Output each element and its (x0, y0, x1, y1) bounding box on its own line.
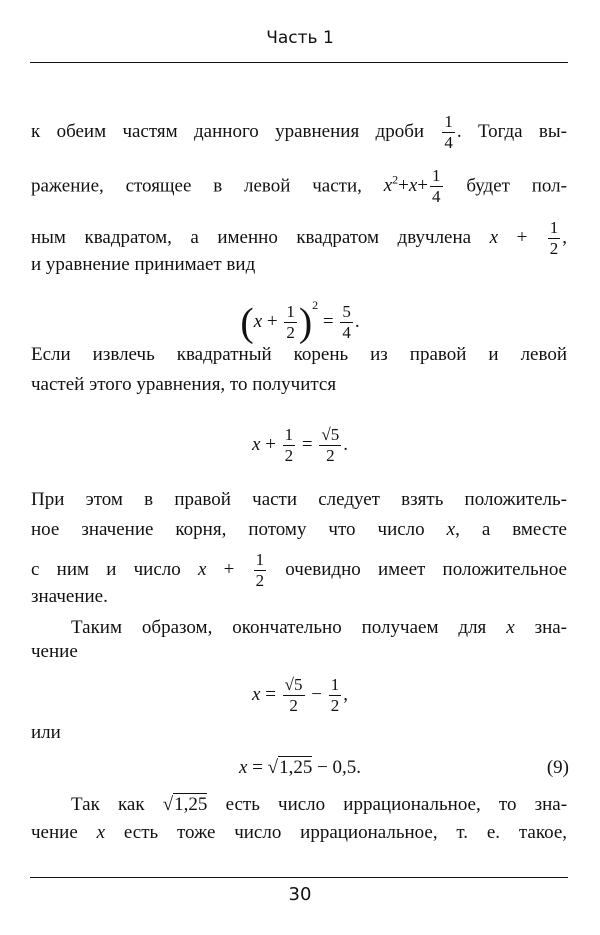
running-header: Часть 1 (266, 28, 334, 48)
footer-rule (30, 877, 568, 878)
text: ражение, стоящее в левой части, (31, 175, 362, 197)
text-line: чение (31, 641, 78, 662)
text: ным квадратом, а именно квадратом двучлена (31, 226, 472, 248)
page-number: 30 (288, 884, 312, 905)
text-line: Так как √1,25 есть число иррациональное, то зна- (71, 794, 568, 815)
text-line: значение. (31, 586, 108, 607)
text-line: или (31, 722, 61, 743)
text-line: ное значение корня, потому что число x, а вместе (31, 519, 567, 540)
fraction: $\frac{1}{4}$ (444, 112, 453, 152)
text-line: Таким образом, окончательно получаем для x зна- (71, 617, 568, 638)
equation: x + $\frac{1}{2}$ = $\frac{√5}{2}$ . (252, 425, 348, 466)
equation: x = √1,25 − 0,5. (9) (0, 743, 600, 793)
math: $x^2+x+$ $\frac{1}{4}$ (383, 166, 441, 207)
text-line: с ним и число x + $\frac{1}{2}$ очевидно имеет положительное (31, 550, 567, 590)
header-rule (30, 62, 568, 63)
text-line: и уравнение принимает вид (31, 254, 256, 275)
text-line: частей этого уравнения, то получится (31, 374, 337, 395)
text: будет пол- (466, 175, 567, 197)
equation: x = $\frac{√5}{2}$ − $\frac{1}{2}$ , (252, 675, 348, 716)
text-line (31, 165, 567, 207)
equation: (x + $\frac{1}{2}$ )$^2$ = $\frac{5}{4}$ . (240, 298, 360, 345)
math: x + $\frac{1}{2}$ , (489, 218, 568, 258)
text-line: чение x есть тоже число иррациональное, т. е. такое, (31, 822, 568, 843)
equation-number: (9) (546, 757, 569, 778)
text-line: При этом в правой части следует взять положитель- (31, 489, 567, 510)
text-line (31, 112, 567, 152)
text: . Тогда вы- (456, 120, 567, 142)
text-line (31, 218, 568, 258)
text-line: Если извлечь квадратный корень из правой и левой (31, 344, 567, 365)
text: к обеим частям данного уравнения дроби (31, 120, 425, 142)
